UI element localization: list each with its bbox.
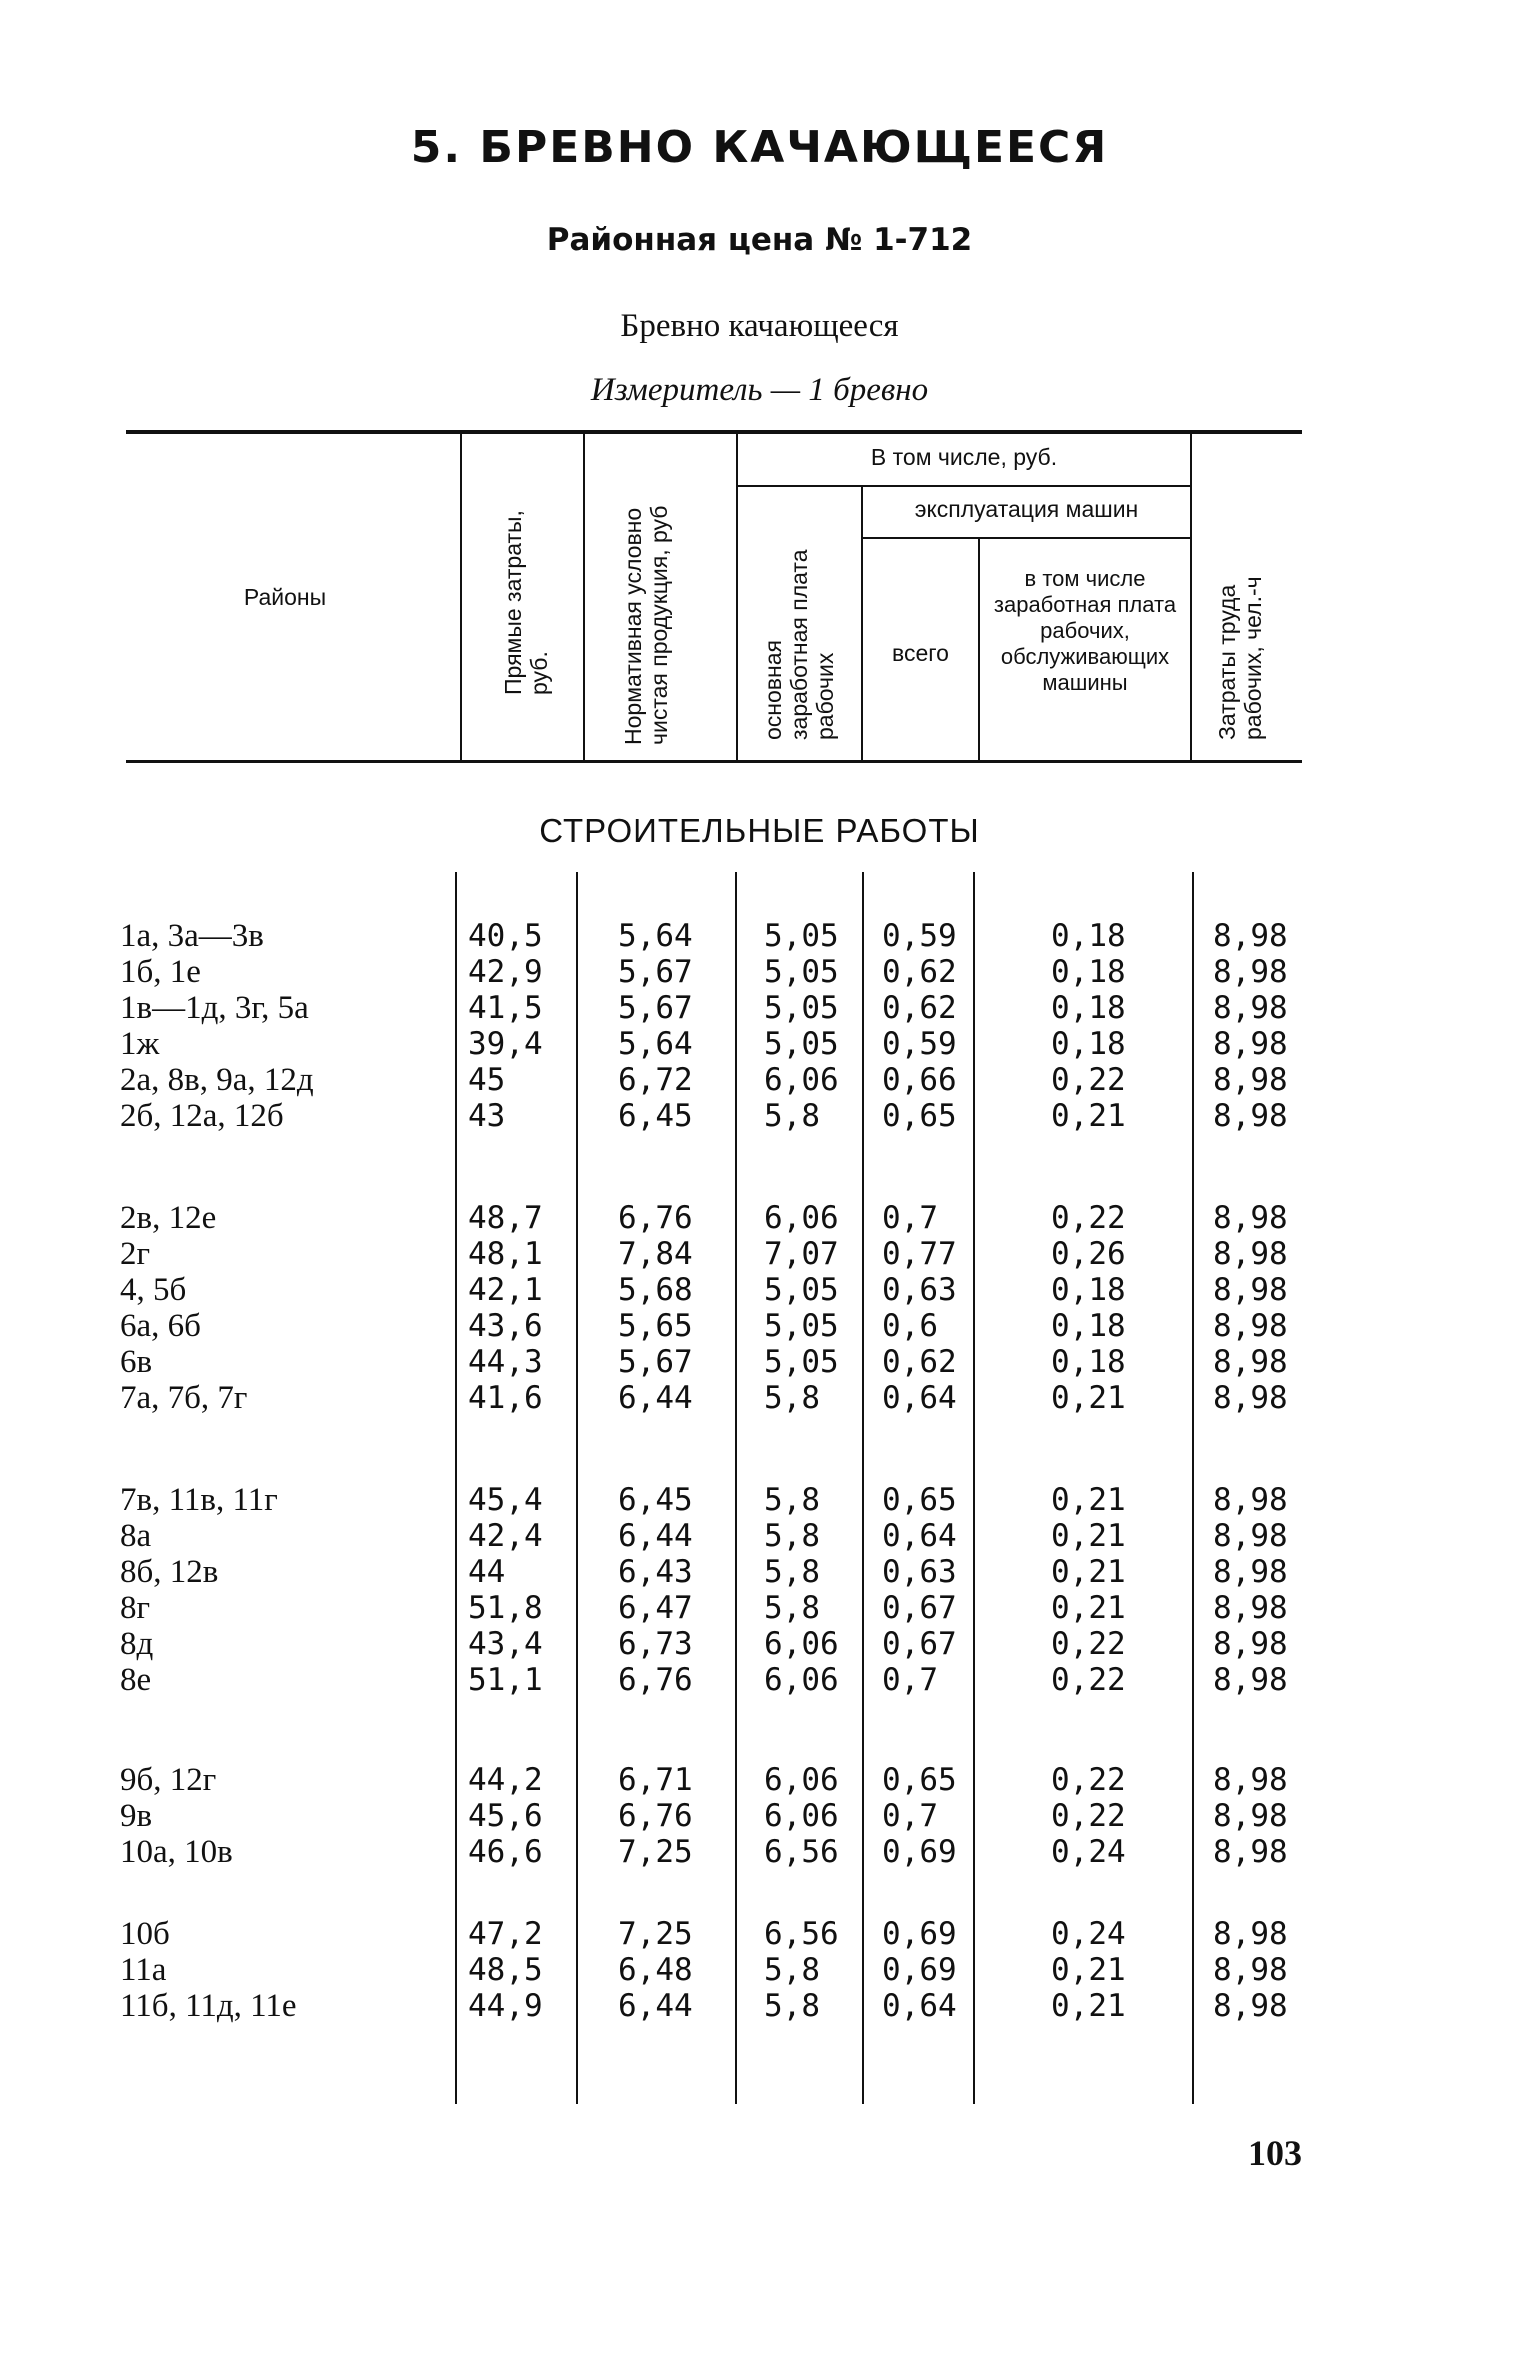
cell-labor: 8,98 bbox=[1213, 1916, 1288, 1952]
cell-region: 2в, 12е bbox=[120, 1200, 217, 1236]
price-line: Районная цена № 1-712 bbox=[546, 222, 973, 258]
cell-direct: 48,5 bbox=[468, 1952, 543, 1988]
header-vline-2 bbox=[583, 434, 585, 760]
cell-mach-wage: 0,21 bbox=[1051, 1988, 1126, 2024]
cell-region: 9в bbox=[120, 1798, 153, 1834]
cell-norm: 6,48 bbox=[618, 1952, 693, 1988]
header-vline-3 bbox=[736, 434, 738, 760]
cell-norm: 6,71 bbox=[618, 1762, 693, 1798]
header-vline-4 bbox=[861, 487, 863, 760]
cell-direct: 43,6 bbox=[468, 1308, 543, 1344]
cell-mach-total: 0,64 bbox=[882, 1988, 957, 2024]
cell-direct: 44,2 bbox=[468, 1762, 543, 1798]
cell-region: 10а, 10в bbox=[120, 1834, 233, 1870]
cell-region: 8а bbox=[120, 1518, 152, 1554]
cell-norm: 6,43 bbox=[618, 1554, 693, 1590]
cell-labor: 8,98 bbox=[1213, 1554, 1288, 1590]
cell-norm: 6,72 bbox=[618, 1062, 693, 1098]
cell-direct: 42,9 bbox=[468, 954, 543, 990]
cell-mach-wage: 0,21 bbox=[1051, 1482, 1126, 1518]
cell-wage: 6,06 bbox=[764, 1762, 839, 1798]
machine-rule bbox=[863, 537, 1190, 539]
cell-mach-total: 0,66 bbox=[882, 1062, 957, 1098]
cell-wage: 6,06 bbox=[764, 1062, 839, 1098]
cell-wage: 6,06 bbox=[764, 1626, 839, 1662]
cell-region: 11б, 11д, 11е bbox=[120, 1988, 297, 2024]
cell-norm: 6,44 bbox=[618, 1518, 693, 1554]
cell-direct: 45,6 bbox=[468, 1798, 543, 1834]
item-name: Бревно качающееся bbox=[620, 308, 899, 344]
cell-wage: 6,06 bbox=[764, 1200, 839, 1236]
cell-wage: 5,8 bbox=[764, 1380, 820, 1416]
cell-wage: 5,05 bbox=[764, 1272, 839, 1308]
cell-mach-wage: 0,18 bbox=[1051, 918, 1126, 954]
header-top-rule bbox=[126, 430, 1302, 434]
cell-norm: 5,64 bbox=[618, 1026, 693, 1062]
cell-norm: 6,44 bbox=[618, 1988, 693, 2024]
cell-labor: 8,98 bbox=[1213, 1236, 1288, 1272]
cell-mach-total: 0,7 bbox=[882, 1798, 938, 1834]
header-vline-1 bbox=[460, 434, 462, 760]
page-number: 103 bbox=[1248, 2133, 1302, 2173]
cell-mach-wage: 0,18 bbox=[1051, 1026, 1126, 1062]
cell-labor: 8,98 bbox=[1213, 1762, 1288, 1798]
cell-labor: 8,98 bbox=[1213, 918, 1288, 954]
cell-region: 4, 5б bbox=[120, 1272, 187, 1308]
cell-labor: 8,98 bbox=[1213, 1518, 1288, 1554]
cell-mach-wage: 0,22 bbox=[1051, 1062, 1126, 1098]
cell-region: 8е bbox=[120, 1662, 152, 1698]
cell-direct: 51,8 bbox=[468, 1590, 543, 1626]
cell-mach-wage: 0,18 bbox=[1051, 990, 1126, 1026]
cell-direct: 42,1 bbox=[468, 1272, 543, 1308]
cell-direct: 48,1 bbox=[468, 1236, 543, 1272]
header-vline-5 bbox=[978, 539, 980, 760]
cell-region: 6в bbox=[120, 1344, 153, 1380]
body-vline-1 bbox=[455, 872, 457, 2104]
body-vline-5 bbox=[973, 872, 975, 2104]
cell-direct: 39,4 bbox=[468, 1026, 543, 1062]
cell-norm: 6,76 bbox=[618, 1798, 693, 1834]
cell-direct: 44,9 bbox=[468, 1988, 543, 2024]
cell-mach-total: 0,7 bbox=[882, 1662, 938, 1698]
cell-wage: 7,07 bbox=[764, 1236, 839, 1272]
cell-direct: 44,3 bbox=[468, 1344, 543, 1380]
cell-mach-wage: 0,21 bbox=[1051, 1098, 1126, 1134]
cell-wage: 5,05 bbox=[764, 1026, 839, 1062]
header-direct-costs: Прямые затраты, руб. bbox=[500, 510, 552, 695]
cell-mach-wage: 0,26 bbox=[1051, 1236, 1126, 1272]
cell-wage: 5,8 bbox=[764, 1482, 820, 1518]
cell-mach-total: 0,65 bbox=[882, 1762, 957, 1798]
cell-region: 1ж bbox=[120, 1026, 160, 1062]
cell-mach-wage: 0,18 bbox=[1051, 954, 1126, 990]
cell-labor: 8,98 bbox=[1213, 1200, 1288, 1236]
cell-wage: 5,05 bbox=[764, 990, 839, 1026]
body-vline-4 bbox=[862, 872, 864, 2104]
cell-labor: 8,98 bbox=[1213, 1380, 1288, 1416]
cell-wage: 5,8 bbox=[764, 1952, 820, 1988]
cell-labor: 8,98 bbox=[1213, 1590, 1288, 1626]
cell-wage: 6,06 bbox=[764, 1798, 839, 1834]
cell-direct: 45 bbox=[468, 1062, 506, 1098]
cell-region: 1а, 3а—3в bbox=[120, 918, 264, 954]
cell-mach-total: 0,6 bbox=[882, 1308, 938, 1344]
cell-mach-wage: 0,18 bbox=[1051, 1272, 1126, 1308]
cell-direct: 43,4 bbox=[468, 1626, 543, 1662]
cell-norm: 5,68 bbox=[618, 1272, 693, 1308]
cell-mach-total: 0,62 bbox=[882, 990, 957, 1026]
cell-labor: 8,98 bbox=[1213, 1662, 1288, 1698]
cell-mach-wage: 0,24 bbox=[1051, 1834, 1126, 1870]
cell-wage: 5,05 bbox=[764, 1308, 839, 1344]
cell-norm: 7,84 bbox=[618, 1236, 693, 1272]
cell-direct: 45,4 bbox=[468, 1482, 543, 1518]
cell-norm: 5,67 bbox=[618, 990, 693, 1026]
cell-direct: 44 bbox=[468, 1554, 506, 1590]
cell-labor: 8,98 bbox=[1213, 1026, 1288, 1062]
cell-labor: 8,98 bbox=[1213, 954, 1288, 990]
cell-labor: 8,98 bbox=[1213, 1798, 1288, 1834]
cell-mach-total: 0,77 bbox=[882, 1236, 957, 1272]
cell-mach-wage: 0,21 bbox=[1051, 1380, 1126, 1416]
cell-wage: 5,05 bbox=[764, 918, 839, 954]
cell-direct: 51,1 bbox=[468, 1662, 543, 1698]
cell-direct: 40,5 bbox=[468, 918, 543, 954]
header-regions: Районы bbox=[243, 584, 327, 610]
cell-region: 9б, 12г bbox=[120, 1762, 217, 1798]
cell-labor: 8,98 bbox=[1213, 1988, 1288, 2024]
cell-direct: 47,2 bbox=[468, 1916, 543, 1952]
header-labor-costs: Затраты труда рабочих, чел.-ч bbox=[1214, 576, 1266, 740]
page-title: 5. БРЕВНО КАЧАЮЩЕЕСЯ bbox=[410, 122, 1109, 173]
cell-mach-wage: 0,18 bbox=[1051, 1344, 1126, 1380]
cell-norm: 7,25 bbox=[618, 1916, 693, 1952]
cell-labor: 8,98 bbox=[1213, 1098, 1288, 1134]
cell-labor: 8,98 bbox=[1213, 1062, 1288, 1098]
cell-norm: 5,65 bbox=[618, 1308, 693, 1344]
unit-line: Измеритель — 1 бревно bbox=[590, 372, 929, 408]
cell-mach-total: 0,62 bbox=[882, 1344, 957, 1380]
cell-labor: 8,98 bbox=[1213, 1626, 1288, 1662]
cell-labor: 8,98 bbox=[1213, 1952, 1288, 1988]
cell-mach-total: 0,67 bbox=[882, 1626, 957, 1662]
cell-mach-total: 0,64 bbox=[882, 1380, 957, 1416]
cell-wage: 5,8 bbox=[764, 1554, 820, 1590]
header-vline-6 bbox=[1190, 434, 1192, 760]
cell-norm: 5,64 bbox=[618, 918, 693, 954]
cell-norm: 6,76 bbox=[618, 1662, 693, 1698]
cell-direct: 41,6 bbox=[468, 1380, 543, 1416]
cell-wage: 5,8 bbox=[764, 1988, 820, 2024]
cell-norm: 6,45 bbox=[618, 1098, 693, 1134]
cell-region: 2б, 12а, 12б bbox=[120, 1098, 284, 1134]
cell-norm: 7,25 bbox=[618, 1834, 693, 1870]
cell-norm: 6,76 bbox=[618, 1200, 693, 1236]
cell-labor: 8,98 bbox=[1213, 1344, 1288, 1380]
cell-mach-total: 0,65 bbox=[882, 1482, 957, 1518]
body-vline-2 bbox=[576, 872, 578, 2104]
cell-mach-total: 0,69 bbox=[882, 1916, 957, 1952]
cell-region: 1в—1д, 3г, 5а bbox=[120, 990, 309, 1026]
cell-region: 2а, 8в, 9а, 12д bbox=[120, 1062, 314, 1098]
cell-mach-wage: 0,22 bbox=[1051, 1798, 1126, 1834]
cell-wage: 5,05 bbox=[764, 1344, 839, 1380]
cell-wage: 6,56 bbox=[764, 1916, 839, 1952]
cell-region: 11а bbox=[120, 1952, 167, 1988]
cell-mach-wage: 0,24 bbox=[1051, 1916, 1126, 1952]
cell-norm: 6,47 bbox=[618, 1590, 693, 1626]
cell-direct: 48,7 bbox=[468, 1200, 543, 1236]
cell-mach-wage: 0,18 bbox=[1051, 1308, 1126, 1344]
cell-mach-total: 0,65 bbox=[882, 1098, 957, 1134]
cell-mach-total: 0,67 bbox=[882, 1590, 957, 1626]
cell-mach-total: 0,69 bbox=[882, 1952, 957, 1988]
cell-mach-wage: 0,22 bbox=[1051, 1626, 1126, 1662]
cell-wage: 5,8 bbox=[764, 1098, 820, 1134]
cell-wage: 6,06 bbox=[764, 1662, 839, 1698]
cell-mach-total: 0,64 bbox=[882, 1518, 957, 1554]
cell-norm: 5,67 bbox=[618, 954, 693, 990]
cell-wage: 5,05 bbox=[764, 954, 839, 990]
section-title: СТРОИТЕЛЬНЫЕ РАБОТЫ bbox=[539, 812, 980, 849]
including-rule bbox=[738, 485, 1190, 487]
cell-labor: 8,98 bbox=[1213, 1482, 1288, 1518]
cell-region: 6а, 6б bbox=[120, 1308, 201, 1344]
cell-region: 7а, 7б, 7г bbox=[120, 1380, 248, 1416]
cell-wage: 5,8 bbox=[764, 1518, 820, 1554]
cell-direct: 43 bbox=[468, 1098, 506, 1134]
cell-mach-total: 0,59 bbox=[882, 1026, 957, 1062]
cell-mach-wage: 0,21 bbox=[1051, 1952, 1126, 1988]
cell-direct: 42,4 bbox=[468, 1518, 543, 1554]
cell-labor: 8,98 bbox=[1213, 1308, 1288, 1344]
cell-direct: 46,6 bbox=[468, 1834, 543, 1870]
header-including-wage: в том числе заработная плата рабочих, обслуживающих машины bbox=[993, 566, 1177, 695]
cell-labor: 8,98 bbox=[1213, 1272, 1288, 1308]
cell-region: 8д bbox=[120, 1626, 154, 1662]
cell-labor: 8,98 bbox=[1213, 1834, 1288, 1870]
header-base-wage: основная заработная плата рабочих bbox=[760, 549, 838, 740]
cell-region: 8б, 12в bbox=[120, 1554, 219, 1590]
cell-norm: 5,67 bbox=[618, 1344, 693, 1380]
header-machine-operation: эксплуатация машин bbox=[914, 496, 1139, 522]
header-total: всего bbox=[892, 640, 949, 666]
cell-mach-wage: 0,22 bbox=[1051, 1200, 1126, 1236]
cell-mach-total: 0,59 bbox=[882, 918, 957, 954]
cell-mach-wage: 0,22 bbox=[1051, 1662, 1126, 1698]
cell-wage: 6,56 bbox=[764, 1834, 839, 1870]
cell-mach-total: 0,63 bbox=[882, 1554, 957, 1590]
header-including: В том числе, руб. bbox=[870, 444, 1058, 470]
cell-region: 8г bbox=[120, 1590, 151, 1626]
cell-mach-total: 0,7 bbox=[882, 1200, 938, 1236]
body-vline-3 bbox=[735, 872, 737, 2104]
cell-region: 10б bbox=[120, 1916, 170, 1952]
header-bottom-rule bbox=[126, 760, 1302, 763]
cell-mach-total: 0,62 bbox=[882, 954, 957, 990]
cell-direct: 41,5 bbox=[468, 990, 543, 1026]
cell-norm: 6,45 bbox=[618, 1482, 693, 1518]
cell-region: 2г bbox=[120, 1236, 151, 1272]
cell-mach-wage: 0,21 bbox=[1051, 1554, 1126, 1590]
cell-mach-total: 0,69 bbox=[882, 1834, 957, 1870]
cell-labor: 8,98 bbox=[1213, 990, 1288, 1026]
cell-wage: 5,8 bbox=[764, 1590, 820, 1626]
header-normative-production: Нормативная условно чистая продукция, руб bbox=[620, 505, 672, 745]
cell-mach-wage: 0,21 bbox=[1051, 1590, 1126, 1626]
body-vline-6 bbox=[1192, 872, 1194, 2104]
cell-mach-total: 0,63 bbox=[882, 1272, 957, 1308]
cell-region: 7в, 11в, 11г bbox=[120, 1482, 278, 1518]
cell-norm: 6,44 bbox=[618, 1380, 693, 1416]
cell-norm: 6,73 bbox=[618, 1626, 693, 1662]
cell-region: 1б, 1е bbox=[120, 954, 201, 990]
cell-mach-wage: 0,21 bbox=[1051, 1518, 1126, 1554]
cell-mach-wage: 0,22 bbox=[1051, 1762, 1126, 1798]
